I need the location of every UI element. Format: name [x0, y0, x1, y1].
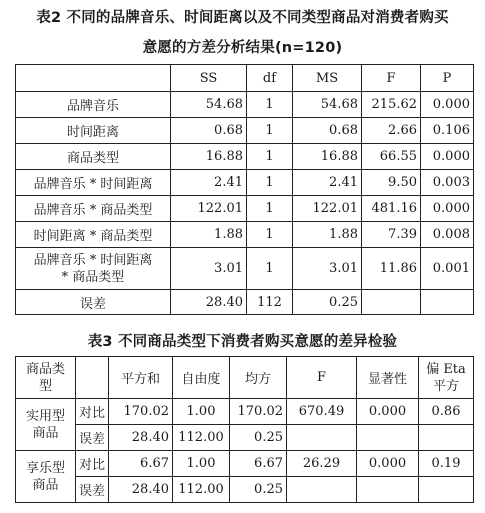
table3-header-f: F — [287, 357, 357, 399]
p-cell: 0.008 — [421, 222, 474, 248]
group-label-line2: 商品 — [32, 425, 59, 441]
ss-cell: 6.67 — [109, 451, 173, 477]
f-cell: 11.86 — [362, 248, 421, 290]
p-cell — [421, 290, 474, 315]
table-row — [16, 290, 474, 315]
f-cell: 2.66 — [362, 118, 421, 144]
df-cell: 1 — [247, 222, 293, 248]
ss-cell: 170.02 — [109, 399, 173, 425]
row-label: 误差 — [16, 290, 171, 315]
table-row — [16, 196, 474, 222]
table-row — [16, 118, 474, 144]
row-label: 时间距离 — [16, 118, 171, 144]
sig-cell — [357, 425, 419, 451]
df-cell: 1 — [247, 92, 293, 118]
f-cell: 670.49 — [287, 399, 357, 425]
group-label — [16, 399, 76, 451]
row-label: 商品类型 — [16, 144, 171, 170]
header-eta-line2: 平方 — [432, 378, 459, 394]
eta-cell: 0.86 — [419, 399, 474, 425]
row-label: 对比 — [76, 451, 109, 477]
table-row — [16, 222, 474, 248]
table2-header-blank — [16, 65, 171, 92]
table-row — [16, 451, 474, 477]
sig-cell: 0.000 — [357, 451, 419, 477]
df-cell: 1.00 — [173, 399, 230, 425]
f-cell — [287, 477, 357, 503]
f-cell: 7.39 — [362, 222, 421, 248]
df-cell: 1 — [247, 118, 293, 144]
ms-cell: 122.01 — [293, 196, 362, 222]
f-cell — [287, 425, 357, 451]
ss-cell: 54.68 — [171, 92, 247, 118]
ss-cell: 0.68 — [171, 118, 247, 144]
df-cell: 1 — [247, 170, 293, 196]
table-row — [16, 92, 474, 118]
table3-header-row — [16, 357, 474, 399]
ms-cell: 0.68 — [293, 118, 362, 144]
group-label-line2: 商品 — [32, 477, 59, 493]
table-row — [16, 425, 474, 451]
header-eta-line1: 偏 Eta — [426, 361, 466, 377]
p-cell: 0.000 — [421, 92, 474, 118]
df-cell: 1.00 — [173, 451, 230, 477]
ss-cell: 2.41 — [171, 170, 247, 196]
sig-cell: 0.000 — [357, 399, 419, 425]
ss-cell: 1.88 — [171, 222, 247, 248]
f-cell: 9.50 — [362, 170, 421, 196]
group-label-line1: 享乐型 — [25, 460, 65, 476]
ms-cell: 1.88 — [293, 222, 362, 248]
table3 — [15, 356, 474, 503]
ms-cell: 16.88 — [293, 144, 362, 170]
p-cell: 0.000 — [421, 196, 474, 222]
df-cell: 112.00 — [173, 477, 230, 503]
group-label — [16, 451, 76, 503]
ms-cell: 0.25 — [230, 477, 287, 503]
eta-cell — [419, 477, 474, 503]
eta-cell — [419, 425, 474, 451]
table-row — [16, 144, 474, 170]
table3-header-eta — [419, 357, 474, 399]
table2-caption-line1: 表2 不同的品牌音乐、时间距离以及不同类型商品对消费者购买 — [36, 10, 449, 26]
table-row — [16, 248, 474, 290]
f-cell — [362, 290, 421, 315]
table2-header-df: df — [247, 65, 293, 92]
ms-cell: 0.25 — [230, 425, 287, 451]
row-label: 对比 — [76, 399, 109, 425]
table3-header-ms: 均方 — [230, 357, 287, 399]
row-label: 品牌音乐 — [16, 92, 171, 118]
p-cell: 0.000 — [421, 144, 474, 170]
ss-cell: 28.40 — [109, 477, 173, 503]
table-row — [16, 477, 474, 503]
ms-cell: 2.41 — [293, 170, 362, 196]
table2-header-f: F — [362, 65, 421, 92]
p-cell: 0.001 — [421, 248, 474, 290]
f-cell: 481.16 — [362, 196, 421, 222]
table-row — [16, 170, 474, 196]
row-label-line1: 品牌音乐 * 时间距离 — [33, 252, 153, 268]
sig-cell — [357, 477, 419, 503]
table3-header-blank — [76, 357, 109, 399]
table3-header-sig: 显著性 — [357, 357, 419, 399]
ms-cell: 54.68 — [293, 92, 362, 118]
header-type-line1: 商品类 — [25, 361, 65, 377]
ss-cell: 16.88 — [171, 144, 247, 170]
row-label: 误差 — [76, 425, 109, 451]
f-cell: 215.62 — [362, 92, 421, 118]
p-cell: 0.106 — [421, 118, 474, 144]
eta-cell: 0.19 — [419, 451, 474, 477]
ms-cell: 0.25 — [293, 290, 362, 315]
table3-header-type — [16, 357, 76, 399]
ss-cell: 122.01 — [171, 196, 247, 222]
table3-header-df: 自由度 — [173, 357, 230, 399]
row-label: 品牌音乐 * 时间距离 — [16, 170, 171, 196]
f-cell: 66.55 — [362, 144, 421, 170]
ss-cell: 28.40 — [171, 290, 247, 315]
row-label: 时间距离 * 商品类型 — [16, 222, 171, 248]
row-label — [16, 248, 171, 290]
row-label-line2: * 商品类型 — [61, 269, 125, 285]
f-cell: 26.29 — [287, 451, 357, 477]
df-cell: 112 — [247, 290, 293, 315]
ms-cell: 3.01 — [293, 248, 362, 290]
table2-header-row — [16, 65, 474, 92]
df-cell: 112.00 — [173, 425, 230, 451]
df-cell: 1 — [247, 196, 293, 222]
ms-cell: 6.67 — [230, 451, 287, 477]
df-cell: 1 — [247, 144, 293, 170]
table2-caption-line2: 意愿的方差分析结果(n=120) — [142, 40, 343, 56]
table2-header-p: P — [421, 65, 474, 92]
row-label: 品牌音乐 * 商品类型 — [16, 196, 171, 222]
table3-header-ss: 平方和 — [109, 357, 173, 399]
p-cell: 0.003 — [421, 170, 474, 196]
table-row — [16, 399, 474, 425]
table2-header-ms: MS — [293, 65, 362, 92]
row-label: 误差 — [76, 477, 109, 503]
table3-caption: 表3 不同商品类型下消费者购买意愿的差异检验 — [87, 334, 398, 350]
df-cell: 1 — [247, 248, 293, 290]
ss-cell: 3.01 — [171, 248, 247, 290]
table2 — [15, 64, 474, 315]
group-label-line1: 实用型 — [25, 408, 65, 424]
ss-cell: 28.40 — [109, 425, 173, 451]
table2-header-ss: SS — [171, 65, 247, 92]
ms-cell: 170.02 — [230, 399, 287, 425]
header-type-line2: 型 — [38, 378, 52, 394]
